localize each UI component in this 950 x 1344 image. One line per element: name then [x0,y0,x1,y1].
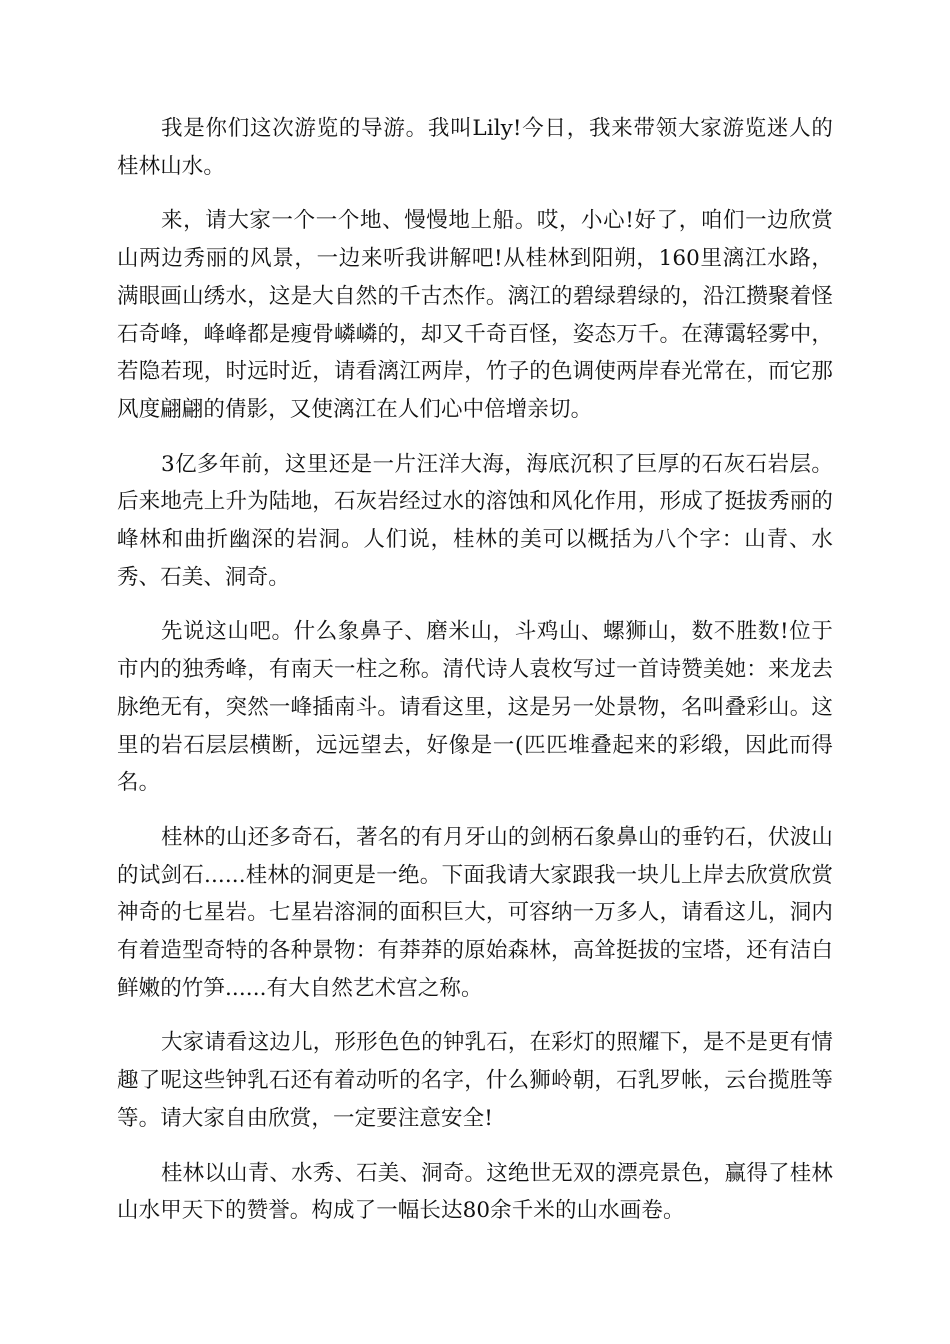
paragraph-2: 来，请大家一个一个地、慢慢地上船。哎，小心!好了，咱们一边欣赏山两边秀丽的风景，一边来听我讲解吧!从桂林到阳朔，160里漓江水路，满眼画山绣水，这是大自然的千古杰作。漓江的碧绿碧绿的，沿江攒聚着怪石奇峰，峰峰都是瘦骨嶙嶙的，却又千奇百怪，姿态万千。在薄霭轻雾中，若隐若现，时远时近，请看漓江两岸，竹子的色调使两岸春光常在，而它那风度翩翩的倩影，又使漓江在人们心中倍增亲切。 [117,208,833,422]
paragraph-7: 桂林以山青、水秀、石美、洞奇。这绝世无双的漂亮景色，赢得了桂林山水甲天下的赞誉。构成了一幅长达80余千米的山水画卷。 [117,1160,833,1224]
paragraph-5: 桂林的山还多奇石，著名的有月牙山的剑柄石象鼻山的垂钓石，伏波山的试剑石......桂林的洞更是一绝。下面我请大家跟我一块儿上岸去欣赏欣赏神奇的七星岩。七星岩溶洞的面积巨大，可容纳一万多人，请看这儿，洞内有着造型奇特的各种景物：有莽莽的原始森林，高耸挺拔的宝塔，还有洁白鲜嫩的竹笋......有大自然艺术宫之称。 [117,824,833,1001]
paragraph-1: 我是你们这次游览的导游。我叫Lily!今日，我来带领大家游览迷人的桂林山水。 [117,116,833,179]
paragraph-6: 大家请看这边儿，形形色色的钟乳石，在彩灯的照耀下，是不是更有情趣了呢这些钟乳石还有着动听的名字，什么狮岭朝，石乳罗帐，云台揽胜等等。请大家自由欣赏，一定要注意安全! [117,1030,833,1131]
paragraph-4: 先说这山吧。什么象鼻子、磨米山，斗鸡山、螺狮山，数不胜数!位于市内的独秀峰，有南天一柱之称。清代诗人袁枚写过一首诗赞美她：来龙去脉绝无有，突然一峰插南斗。请看这里，这是另一处景物，名叫叠彩山。这里的岩石层层横断，远远望去，好像是一(匹匹堆叠起来的彩缎，因此而得名。 [117,619,833,796]
document-body [117,110,833,1247]
paragraph-3: 3亿多年前，这里还是一片汪洋大海，海底沉积了巨厚的石灰石岩层。后来地壳上升为陆地，石灰岩经过水的溶蚀和风化作用，形成了挺拔秀丽的峰林和曲折幽深的岩洞。人们说，桂林的美可以概括为八个字：山青、水秀、石美、洞奇。 [117,451,833,590]
